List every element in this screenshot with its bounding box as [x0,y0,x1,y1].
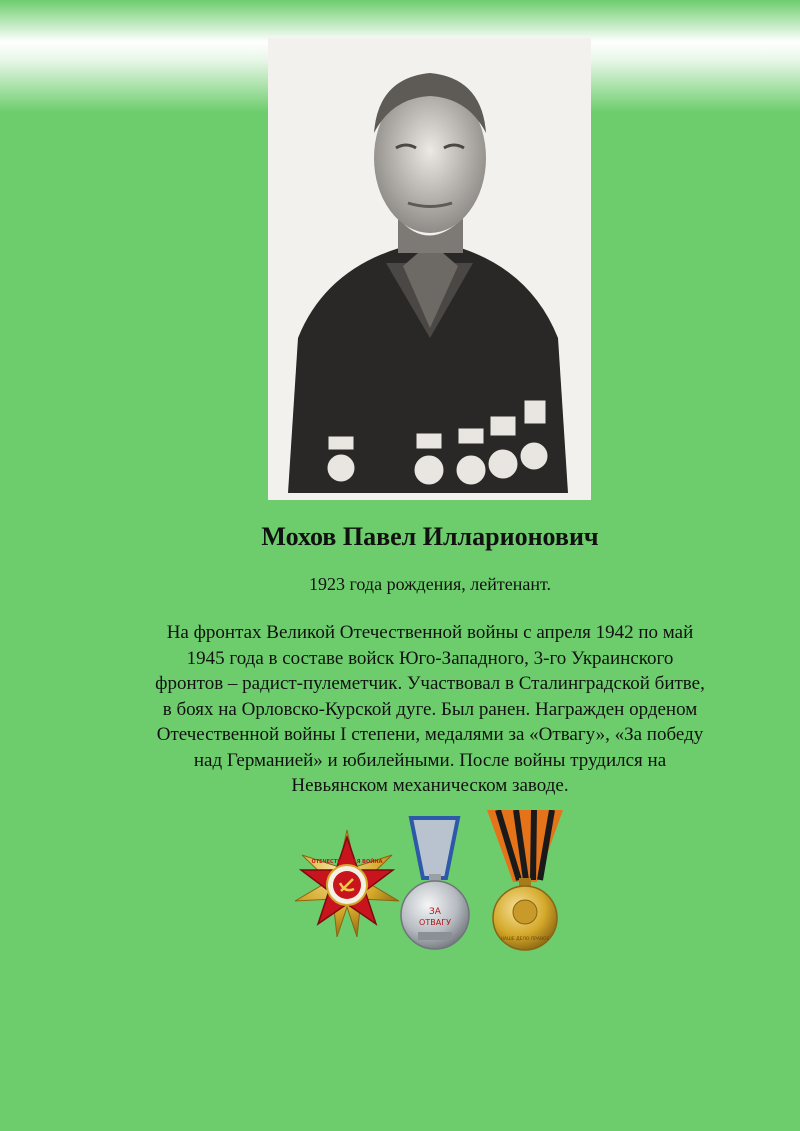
bio-line: На фронтах Великой Отечественной войны с апреля 1942 по май [166,622,694,643]
victory-medal-icon [487,810,563,950]
biography-text [110,620,750,799]
bio-line: Отечественной войны I степени, медалями за «Отвагу», «За победу [156,724,704,745]
victory-medal-text: НАШЕ ДЕЛО ПРАВОЕ [500,937,550,942]
order-inscription: ОТЕЧЕСТВЕННАЯ ВОЙНА [311,859,383,865]
order-patriotic-war-icon [295,830,399,937]
bio-line: 1945 года в составе войск Юго-Западного, 3-го Украинского [186,647,674,669]
person-name: Мохов Павел Илларионович [261,522,599,551]
bio-line: Невьянском механическом заводе. [291,775,569,796]
bravery-text-2: ОТВАГУ [419,918,451,927]
awards-row [290,810,580,960]
bio-line: над Германией» и юбилейными. После войны трудился на [193,749,667,771]
bio-line: в боях на Орловско-Курской дуге. Был ранен. Награжден орденом [162,698,698,720]
bravery-text-1: ЗА [429,907,441,917]
portrait-photo [268,38,591,500]
birth-rank-line: 1923 года рождения, лейтенант. [309,574,551,594]
bravery-medal-icon [401,818,469,949]
bio-line: фронтов – радист-пулеметчик. Участвовал в Сталинградской битве, [155,673,705,694]
